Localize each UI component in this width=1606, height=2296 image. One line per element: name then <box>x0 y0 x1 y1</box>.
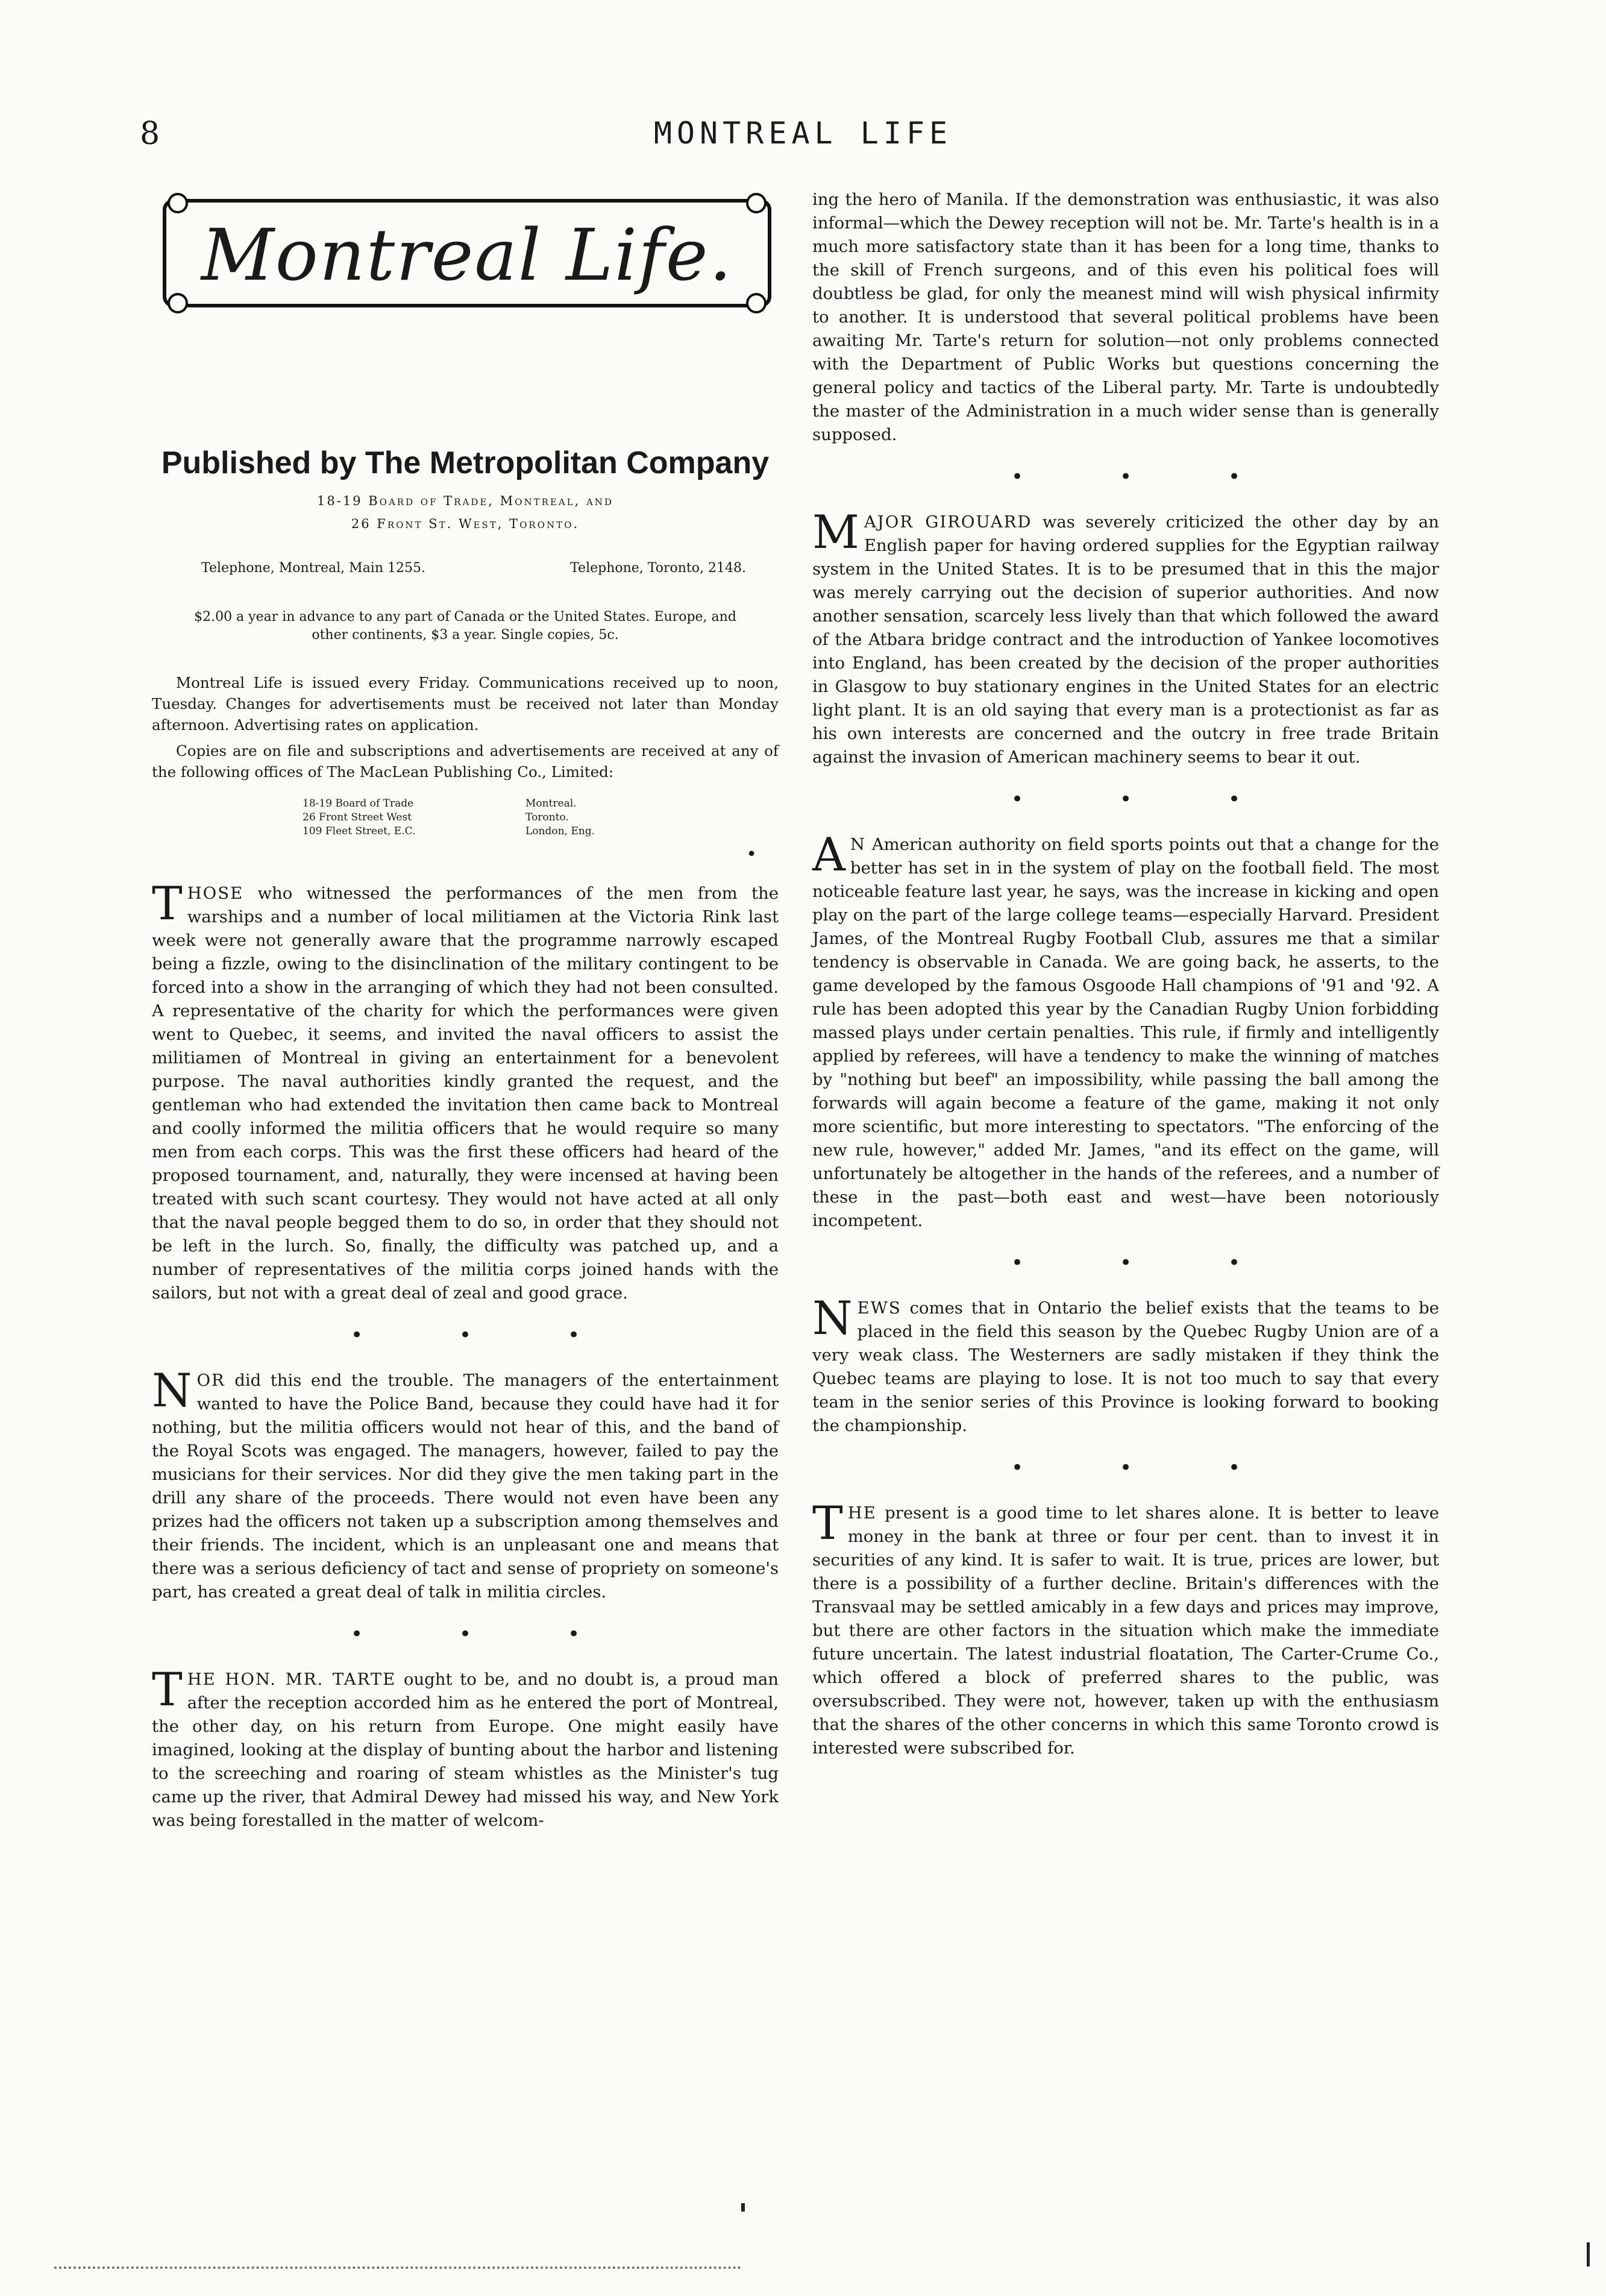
office-address: 18-19 Board of Trade <box>303 797 414 810</box>
drop-cap: N <box>152 1363 192 1417</box>
drop-cap: A <box>812 828 845 881</box>
address-line-2: 26 Front St. West, Toronto. <box>351 517 580 531</box>
logo-text: Montreal Life. <box>201 213 733 297</box>
article-lead: OR <box>196 1371 225 1390</box>
article-text: comes that in Ontario the belief exists that the teams to be placed in the field this season by the Quebec Rugby Union are of a very weak class. The Westerners are sadly mistaken if they think the Quebec teams are playing to lose. It is not too much to say that every team in the senior series of this Province is looking forward to booking the championship. <box>812 1298 1439 1435</box>
article-lead: HE HON. MR. TARTE <box>187 1670 397 1689</box>
article-text: who witnessed the performances of the men from the warships and a number of local militiamen at the Victoria Rink last week were not generally aware that the programme narrowly escaped being a fizzle, owing to the disinclination of the military contingent to be forced into a show in the arranging of which they had not been consulted. A representative of the charity for which the performances were given went to Quebec, it seems, and invited the naval officers to assist the militiamen of Montreal in giving an entertainment for a benevolent purpose. The naval authorities kindly granted the request, and the gentleman who had extended the invitation then came back to Montreal and coolly informed the militia officers that he would require so many men from each corps. This was the first these officers had heard of the proposed tournament, and, naturally, they were incensed at having been treated with such scant courtesy. They would not have acted at all only that the naval people begged them to do so, in order that they should not be left in the lurch. So, finally, the difficulty was patched up, and a number of representatives of the militia corps joined hands with the sailors, but not with a great deal of zeal and good grace. <box>152 884 779 1303</box>
article <box>812 505 1439 769</box>
article <box>152 876 779 1305</box>
scan-artifact-line <box>54 2256 741 2269</box>
offices-list <box>303 797 779 838</box>
masthead-logo <box>163 193 771 319</box>
issue-notice: Montreal Life is issued every Friday. Communications received up to noon, Tuesday. Changes for advertisements must be received not later than Monday afternoon. Advertising rates on application. <box>152 674 779 734</box>
section-divider: • • • <box>1011 1456 1241 1480</box>
publisher-line: Published by The Metropolitan Company <box>161 445 770 480</box>
left-column <box>152 192 779 1832</box>
logo-corner-ornament <box>168 193 188 213</box>
office-address: 26 Front Street West <box>303 811 412 823</box>
section-divider: • • • <box>1011 787 1241 811</box>
scan-artifact-mark <box>1587 2242 1590 2266</box>
article <box>812 828 1439 1233</box>
office-city: Montreal. <box>525 797 577 810</box>
article-lead: HE <box>847 1503 877 1523</box>
office-address: 109 Fleet Street, E.C. <box>303 825 416 837</box>
drop-cap: T <box>152 876 183 930</box>
office-city: Toronto. <box>525 811 569 823</box>
running-title: MONTREAL LIFE <box>653 116 953 151</box>
article <box>812 1291 1439 1438</box>
article-text: did this end the trouble. The managers of the entertainment wanted to have the Police Band, because they could have had it for nothing, but the militia officers would not hear of this, and the band of the Royal Scots was engaged. The managers, however, failed to pay the musicians for their services. Nor did they give the men taking part in the drill any share of the proceeds. There would not even have been any prizes had the officers not taken up a subscription among themselves and their friends. The incident, which is an unpleasant one and means that there was a serious deficiency of tact and sense of propriety on someone's part, has created a great deal of talk in militia circles. <box>152 1371 779 1602</box>
drop-cap: N <box>812 1291 853 1345</box>
right-column <box>812 188 1439 1760</box>
article <box>152 1662 779 1832</box>
article-lead: N <box>850 835 866 854</box>
article-text: ought to be, and no doubt is, a proud man after the reception accorded him as he entered the port of Montreal, the other day, on his return from Europe. One might easily have imagined, looking at the display of bunting about the harbor and listening to the screeching and roaring of steam whistles as the Minister's tug came up the river, that Admiral Dewey had missed his way, and New York was being forestalled in the matter of welcom- <box>152 1670 779 1830</box>
drop-cap: T <box>812 1496 843 1550</box>
phone-toronto: Telephone, Toronto, 2148. <box>570 561 746 576</box>
article <box>812 1496 1439 1760</box>
article-text: ing the hero of Manila. If the demonstration was enthusiastic, it was also informal—which the Dewey reception will not be. Mr. Tarte's health is in a much more satisfactory state than it has been for a long time, thanks to the skill of French surgeons, and of this even his political foes will doubtless be glad, for only the meanest mind will wish physical infirmity to another. It is understood that several political problems have been awaiting Mr. Tarte's return for solution—not only problems connected with the Department of Public Works but questions concerning the general policy and tactics of the Liberal party. Mr. Tarte is undoubtedly the master of the Administration in a much wider sense than is generally supposed. <box>812 190 1439 444</box>
scan-artifact-mark <box>741 2203 745 2212</box>
section-divider: • • • <box>1011 465 1241 489</box>
logo-corner-ornament <box>746 193 767 213</box>
article-lead: HOSE <box>187 884 244 903</box>
section-divider: • • • <box>350 1323 580 1347</box>
address-line-1: 18-19 Board of Trade, Montreal, and <box>317 494 613 508</box>
issue-info <box>152 672 779 782</box>
article-text: present is a good time to let shares alone. It is better to leave money in the bank at three or four per cent. than to invest it in securities of any kind. It is safer to wait. It is true, prices are lower, but there is a possibility of a further decline. Britain's differences with the Transvaal may be settled amicably in a few days and prices may improve, but there are other factors in the situation which make the immediate future uncertain. The latest industrial floatation, The Carter-Crume Co., which offered a block of preferred shares to the public, was oversubscribed. They were not, however, taken up with the enthusiasm that the shares of the other concerns in which this same Toronto crowd is interested were subscribed for. <box>812 1503 1439 1758</box>
article-text: was severely criticized the other day by an English paper for having ordered supplies for the Egyptian railway system in the United States. It is to be presumed that in this the major was merely carrying out the decision of superior authorities. And now another sensation, scarcely less lively than that which followed the award of the Atbara bridge contract and the introduction of Yankee locomotives into England, has been created by the decision of the proper authorities in Glasgow to buy stationary engines in the United States for an electric light plant. It is an old saying that every man is a protectionist as far as his own interests are concerned and the outcry in free trade Britain against the invasion of American machinery seems to bear it out. <box>812 512 1439 767</box>
article-lead: EWS <box>857 1298 902 1318</box>
drop-cap: T <box>152 1662 183 1716</box>
article <box>812 188 1439 447</box>
copies-notice: Copies are on file and subscriptions and advertisements are received at any of the following offices of The MacLean Publishing Co., Limited: <box>152 742 779 781</box>
subscription-rates: $2.00 a year in advance to any part of Canada or the United States. Europe, and other continents, $3 a year. Single copies, 5c. <box>194 609 736 643</box>
article-lead: AJOR GIROUARD <box>864 512 1032 532</box>
phone-montreal: Telephone, Montreal, Main 1255. <box>201 561 425 576</box>
article-text: American authority on field sports points out that a change for the better has set in in the system of play on the football field. The most noticeable feature last year, he says, was the increase in kicking and open play on the part of the large college teams—especially Harvard. President James, of the Montreal Rugby Football Club, assures me that a similar tendency is observable in Canada. We are going back, he asserts, to the game developed by the famous Osgoode Hall champions of '91 and '92. A rule has been adopted this year by the Canadian Rugby Union forbidding massed plays under certain penalties. This rule, if firmly and intelligently applied by referees, will have a tendency to make the winning of matches by "nothing but beef" an impossibility, while passing the ball among the forwards will again become a feature of the game, making it not only more scientific, but more interesting to spectators. "The enforcing of the new rule, however," added Mr. James, "and its effect on the game, will unfortunately be altogether in the hands of the referees, and a number of these in the past—both east and west—have been notoriously incompetent. <box>812 835 1439 1230</box>
telephone-row <box>152 561 779 576</box>
ornament-dot: • <box>746 844 757 865</box>
office-city: London, Eng. <box>525 825 595 837</box>
section-divider: • • • <box>350 1622 580 1646</box>
article <box>152 1363 779 1604</box>
section-divider: • • • <box>1011 1251 1241 1275</box>
drop-cap: M <box>812 505 859 559</box>
page-number: 8 <box>140 116 160 152</box>
